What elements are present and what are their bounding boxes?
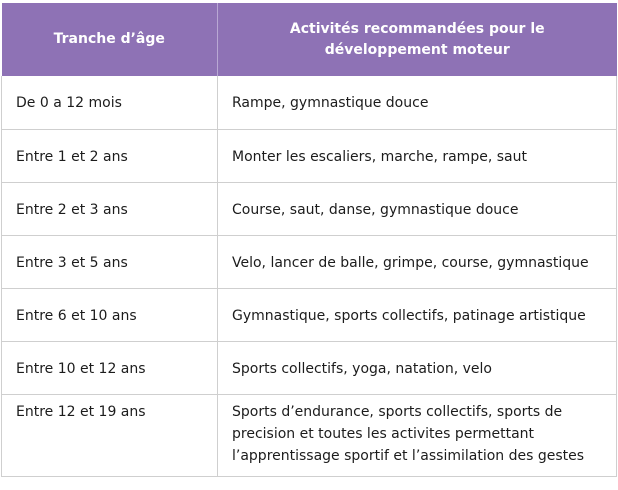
table-row xyxy=(2,288,617,341)
age-range-cell: De 0 a 12 mois xyxy=(2,76,218,129)
table-header xyxy=(2,3,617,76)
activities-cell: Rampe, gymnastique douce xyxy=(218,76,617,129)
table-row xyxy=(2,182,617,235)
activities-cell: Monter les escaliers, marche, rampe, saut xyxy=(218,129,617,182)
age-range-cell: Entre 6 et 10 ans xyxy=(2,288,218,341)
activities-cell: Velo, lancer de balle, grimpe, course, gymnastique xyxy=(218,235,617,288)
age-range-cell: Entre 10 et 12 ans xyxy=(2,341,218,394)
table-row xyxy=(2,235,617,288)
age-range-cell: Entre 3 et 5 ans xyxy=(2,235,218,288)
activities-cell: Gymnastique, sports collectifs, patinage artistique xyxy=(218,288,617,341)
activities-cell: Sports collectifs, yoga, natation, velo xyxy=(218,341,617,394)
table-row xyxy=(2,76,617,129)
table-row xyxy=(2,394,617,476)
activities-table-container xyxy=(1,3,616,477)
table-body xyxy=(2,76,617,476)
header-age-range: Tranche d’âge xyxy=(2,3,218,76)
activities-cell: Sports d’endurance, sports collectifs, sports de precision et toutes les activites permettant l’apprentissage sportif et l’assimilation des gestes xyxy=(218,394,617,476)
header-row xyxy=(2,3,617,76)
age-range-cell: Entre 1 et 2 ans xyxy=(2,129,218,182)
table-row xyxy=(2,129,617,182)
table-row xyxy=(2,341,617,394)
age-range-cell: Entre 2 et 3 ans xyxy=(2,182,218,235)
age-range-cell: Entre 12 et 19 ans xyxy=(2,394,218,476)
activities-cell: Course, saut, danse, gymnastique douce xyxy=(218,182,617,235)
header-recommended-activities: Activités recommandées pour le développement moteur xyxy=(218,3,617,76)
activities-table xyxy=(1,3,617,477)
